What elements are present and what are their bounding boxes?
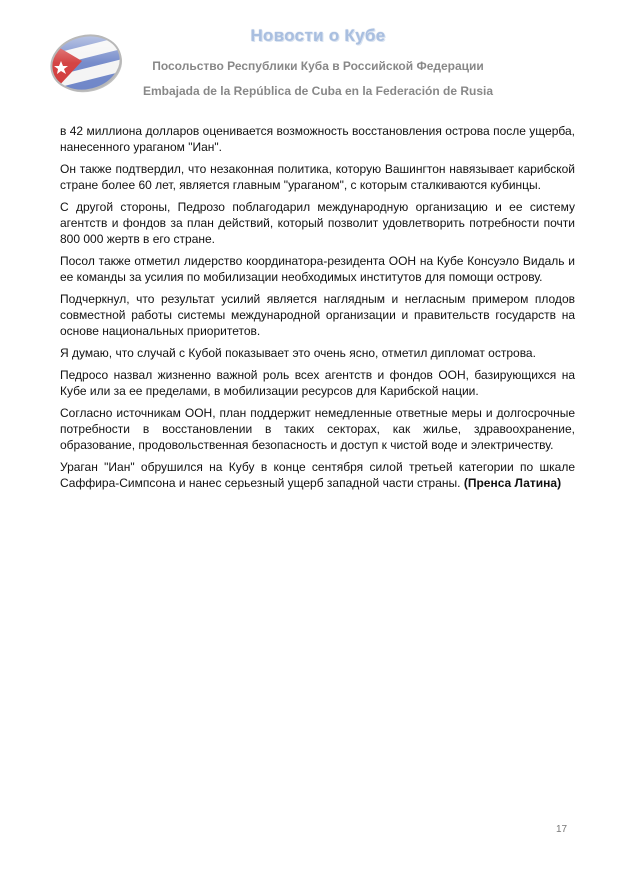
paragraph: Он также подтвердил, что незаконная политика, которую Вашингтон навязывает карибской стране более 60 лет, является главным "ураганом", с которым сталкиваются кубинцы. [60, 162, 575, 192]
page-header [0, 0, 618, 118]
paragraph-text: Ураган "Иан" обрушился на Кубу в конце сентября силой третьей категории по шкале Саффира-Симпсона и нанес серьезный ущерб западной части страны. [60, 460, 575, 490]
cuban-flag-oval-icon [48, 33, 124, 93]
paragraph: С другой стороны, Педрозо поблагодарил международную организацию и ее систему агентств и фондов за план действий, который позволит удовлетворить потребности почти 800 000 жертв в его стране. [60, 200, 575, 246]
paragraph: в 42 миллиона долларов оценивается возможность восстановления острова после ущерба, нанесенного ураганом "Иан". [60, 124, 575, 154]
paragraph: Согласно источникам ООН, план поддержит немедленные ответные меры и долгосрочные потребности в восстановлении в таких секторах, как жилье, здравоохранение, образование, продовольственная безопасность и доступ к чистой воде и электричеству. [60, 406, 575, 452]
embassy-name-spanish: Embajada de la República de Cuba en la Federación de Rusia [142, 84, 494, 98]
paragraph: Педросо назвал жизненно важной роль всех агентств и фондов ООН, базирующихся на Кубе или за ее пределами, в мобилизации ресурсов для Карибской нации. [60, 368, 575, 398]
page-number: 17 [556, 824, 568, 835]
last-paragraph [60, 459, 575, 491]
embassy-name-russian: Посольство Республики Куба в Российской Федерации [152, 59, 484, 73]
news-source: (Пренса Латина) [463, 476, 562, 490]
newsletter-title: Новости о Кубе [250, 26, 386, 45]
paragraph: Посол также отметил лидерство координатора-резидента ООН на Кубе Консуэло Видаль и ее команды за усилия по мобилизации необходимых институтов для помощи острову. [60, 254, 575, 284]
paragraph: Я думаю, что случай с Кубой показывает это очень ясно, отметил дипломат острова. [60, 346, 536, 360]
article-body [60, 123, 575, 497]
paragraph: Подчеркнул, что результат усилий является наглядным и негласным примером плодов совместной работы системы международной организации и правительств государств на основе национальных приоритетов. [60, 292, 575, 338]
